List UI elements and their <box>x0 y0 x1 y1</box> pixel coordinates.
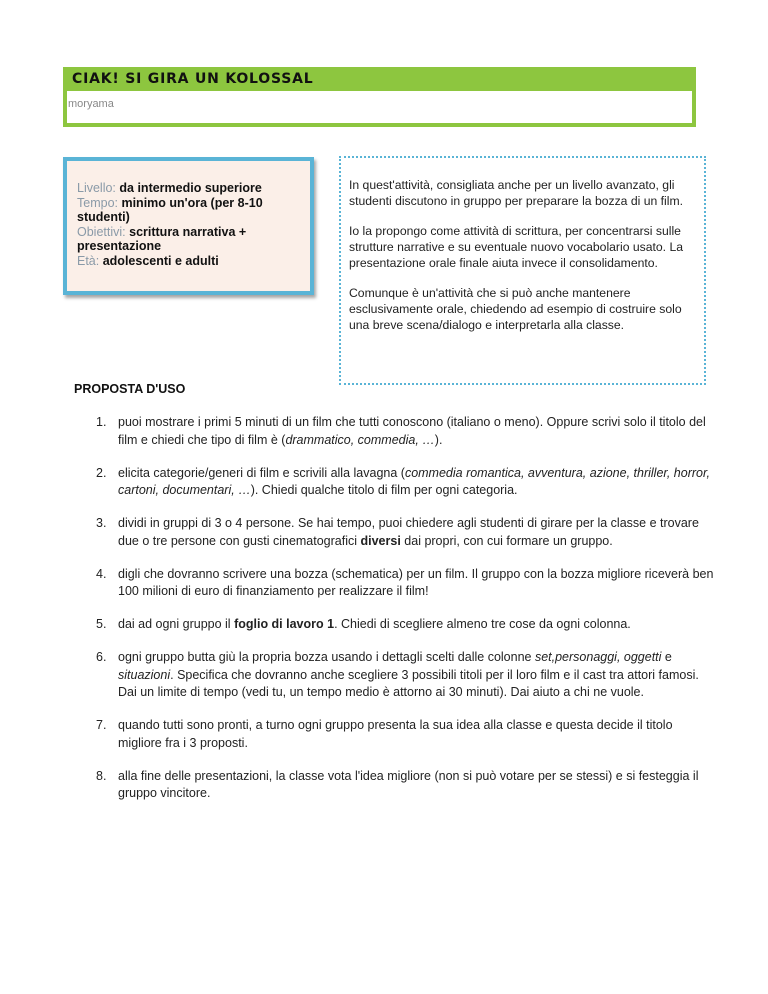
step-text <box>118 616 714 634</box>
step-text-part: elicita categorie/generi di film e scrivili alla lavagna ( <box>118 465 405 480</box>
list-item <box>74 649 714 702</box>
step-number: 1. <box>96 415 107 429</box>
step-text-italic: situazioni <box>118 667 171 682</box>
step-text-part: ). <box>434 432 443 447</box>
list-item <box>74 768 714 803</box>
step-text-part: ogni gruppo butta giù la propria bozza usando i dettagli scelti dalle colonne <box>118 650 535 664</box>
step-number: 8. <box>96 768 107 783</box>
note-box <box>339 156 706 385</box>
section-title: PROPOSTA D'USO <box>74 382 186 396</box>
step-text-part: dividi in gruppi di 3 o 4 persone. Se hai tempo, puoi chiedere agli studenti di girare per la classe e trovare due o tre persone con gusti cinematografici <box>118 516 699 548</box>
list-item <box>74 465 714 500</box>
info-eta <box>77 254 300 269</box>
eta-label: Età: <box>77 253 100 268</box>
step-text <box>118 515 714 550</box>
step-number: 6. <box>96 650 107 664</box>
step-text-italic: drammatico, commedia, … <box>285 432 435 447</box>
step-number: 3. <box>96 516 107 530</box>
step-text-italic: set,personaggi, oggetti <box>534 650 662 664</box>
step-text-part: dai propri, con cui formare un gruppo. <box>400 533 613 548</box>
step-text-part: . Specifica che dovranno anche scegliere 3 possibili titoli per il loro film e il cast tra attori famosi. Dai un limite di tempo (vedi tu, un tempo medio è attorno ai 30 minuti). Dai aiuto a chi ne vuole. <box>118 667 699 699</box>
info-obiettivi <box>77 225 300 254</box>
step-text-bold: diversi <box>360 533 401 548</box>
obiettivi-label: Obiettivi: <box>77 224 126 239</box>
info-tempo <box>77 196 300 225</box>
livello-label: Livello: <box>77 181 116 195</box>
step-text-bold: foglio di lavoro 1 <box>234 617 335 631</box>
step-number: 7. <box>96 718 107 732</box>
tempo-value: minimo un'ora (per 8-10 studenti) <box>77 195 263 224</box>
step-number: 2. <box>96 465 107 480</box>
step-text-italic: commedia romantica, avventura, azione, thriller, horror, cartoni, documentari, … <box>118 465 710 497</box>
step-text-part: ). Chiedi qualche titolo di film per ogni categoria. <box>250 483 518 497</box>
note-paragraph-2: Io la propongo come attività di scrittura, per concentrarsi sulle strutture narrative e su eventuale nuovo vocabolario usato. La presentazione orale finale aiuta invece il consolidamento. <box>349 224 684 270</box>
step-text <box>118 465 714 500</box>
list-item <box>74 414 714 449</box>
step-number: 4. <box>96 566 107 581</box>
step-text-part: . Chiedi di scegliere almeno tre cose da ogni colonna. <box>334 617 631 631</box>
list-item <box>74 566 714 601</box>
steps-list <box>74 414 714 818</box>
list-item <box>74 717 714 752</box>
note-paragraph-3: Comunque è un'attività che si può anche mantenere esclusivamente orale, chiedendo ad esempio di costruire solo una breve scena/dialogo e interpretarla alla classe. <box>349 286 682 332</box>
step-text <box>118 414 714 449</box>
step-number: 5. <box>96 617 107 631</box>
tempo-label: Tempo: <box>77 195 118 210</box>
step-text: quando tutti sono pronti, a turno ogni gruppo presenta la sua idea alla classe e questa decide il titolo migliore fra i 3 proposti. <box>118 718 673 750</box>
step-text-part: dai ad ogni gruppo il <box>118 617 235 631</box>
info-box <box>63 157 314 295</box>
list-item <box>74 515 714 550</box>
list-item <box>74 616 714 634</box>
step-text: alla fine delle presentazioni, la classe vota l'idea migliore (non si può votare per se stessi) e si festeggia il gruppo vincitore. <box>118 768 699 800</box>
note-paragraph-1: In quest'attività, consigliata anche per un livello avanzato, gli studenti discutono in gruppo per preparare la bozza di un film. <box>349 178 684 208</box>
step-text: digli che dovranno scrivere una bozza (schematica) per un film. Il gruppo con la bozza migliore riceverà ben 100 milioni di euro di finanziamento per realizzare il film! <box>118 566 714 598</box>
author-name: moryama <box>68 98 114 110</box>
step-text <box>118 649 714 702</box>
step-text-part: puoi mostrare i primi 5 minuti di un film che tutti conoscono (italiano o meno). Oppure scrivi solo il titolo del film e chiedi che tipo di film è ( <box>118 415 706 447</box>
step-text-part: e <box>661 650 672 664</box>
eta-value: adolescenti e adulti <box>99 253 219 268</box>
livello-value: da intermedio superiore <box>115 181 262 195</box>
info-livello <box>77 181 300 196</box>
page-title: CIAK! SI GIRA UN KOLOSSAL <box>72 71 314 87</box>
obiettivi-value: scrittura narrativa + presentazione <box>77 224 247 253</box>
